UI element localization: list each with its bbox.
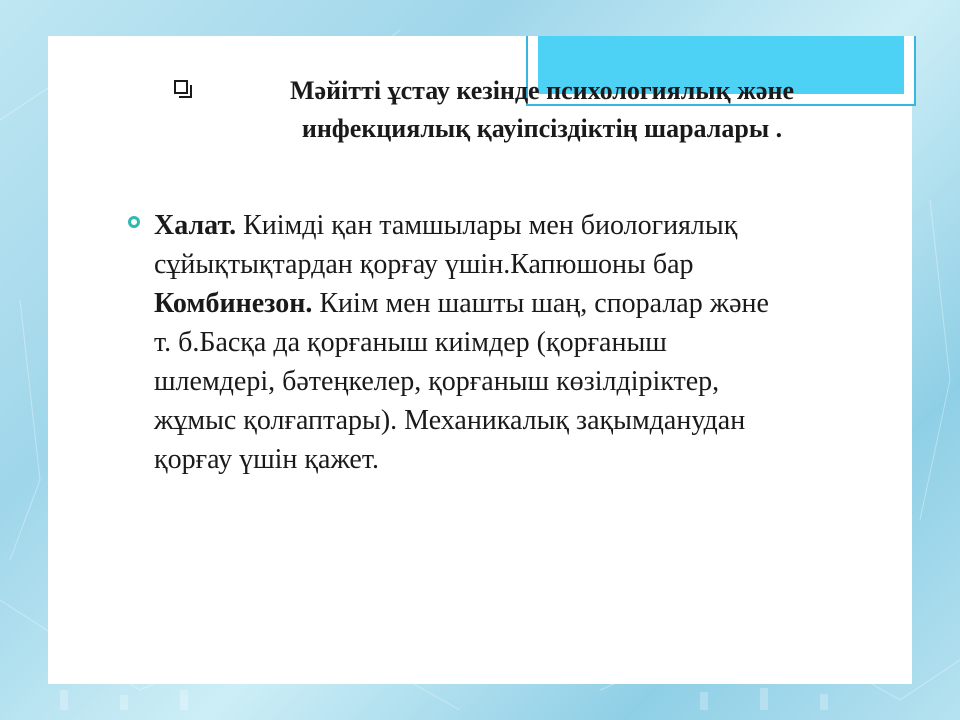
title-line-2: инфекциялық қауіпсіздіктің шаралары .	[301, 114, 783, 143]
title-text	[222, 72, 862, 148]
body-line-text: Киім мен шашты шаң, споралар және	[312, 288, 769, 319]
title-line-1: Мәйітті ұстау кезінде психологиялық және	[290, 76, 794, 105]
term-bold: Халат.	[154, 210, 237, 241]
checkbox-icon	[174, 80, 188, 94]
body-line-text: жұмыс қолғаптары). Механикалық зақымданудан	[154, 405, 746, 436]
body-line	[154, 440, 874, 479]
body-line	[154, 206, 874, 245]
body-line	[154, 323, 874, 362]
body-line-text: қорғау үшін қажет.	[154, 444, 379, 475]
body-line	[154, 245, 874, 284]
term-bold: Комбинезон.	[154, 288, 313, 319]
circle-bullet-icon	[128, 216, 140, 228]
body-line-text: сұйықтықтардан қорғау үшін.Капюшоны бар	[154, 249, 694, 280]
body-line	[154, 284, 874, 323]
body-line	[154, 401, 874, 440]
body-paragraph	[154, 206, 874, 479]
body-line-text: Киімді қан тамшылары мен биологиялық	[236, 210, 738, 241]
body-line-text: т. б.Басқа да қорғаныш киімдер (қорғаныш	[154, 327, 667, 358]
body-line	[154, 362, 874, 401]
body-line-text: шлемдері, бәтеңкелер, қорғаныш көзілдіріктер,	[154, 366, 720, 397]
